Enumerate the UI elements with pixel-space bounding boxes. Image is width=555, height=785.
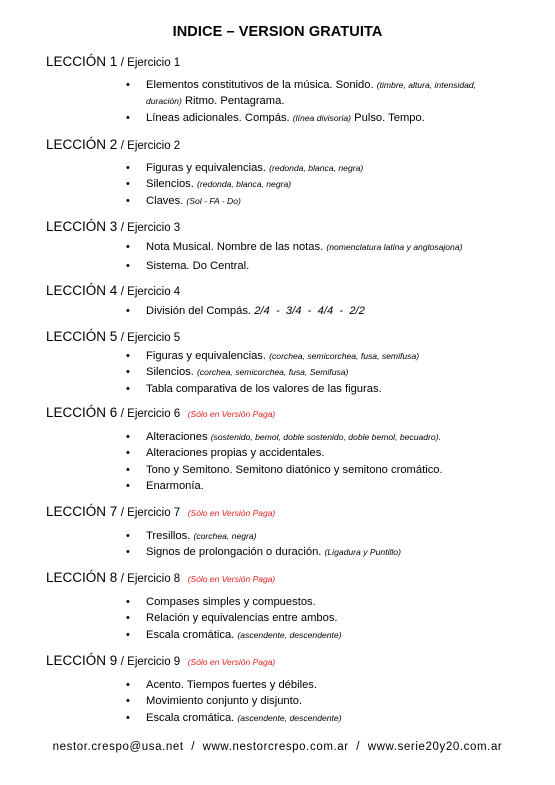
lesson-heading xyxy=(46,219,462,236)
lesson-3 xyxy=(46,219,462,276)
topic-list xyxy=(46,160,363,209)
paid-version-badge: (Sólo en Versión Paga) xyxy=(187,409,276,419)
topic-list xyxy=(46,238,462,276)
topic-note: (corchea, negra) xyxy=(193,531,257,541)
bullet-icon: • xyxy=(126,305,130,317)
topic-text: División del Compás. xyxy=(146,305,252,317)
topic-list xyxy=(46,528,401,561)
topic-list xyxy=(46,677,342,726)
paid-version-badge: (Sólo en Versión Paga) xyxy=(187,508,276,518)
lesson-6 xyxy=(46,405,443,494)
topic-note: duración) xyxy=(146,96,182,107)
topic-text: Silencios. xyxy=(146,178,194,191)
topic-text: Relación y equivalencias entre ambos. xyxy=(146,612,338,625)
bullet-icon: • xyxy=(126,679,130,691)
bullet-icon: • xyxy=(126,546,130,559)
list-item xyxy=(46,176,363,192)
topic-note: (nomenclatura latina y anglosajona) xyxy=(326,242,463,252)
topic-text: Compases simples y compuestos. xyxy=(146,596,316,608)
bullet-icon: • xyxy=(126,711,130,724)
list-item xyxy=(46,528,401,544)
bullet-icon: • xyxy=(126,596,130,608)
list-item xyxy=(46,238,462,257)
topic-note: (sostenido, bemol, doble sostenido, doble bemol, becuadro). xyxy=(210,432,441,442)
topic-text: Claves. xyxy=(146,194,184,207)
topic-text: Sistema. Do Central. xyxy=(146,260,250,272)
paid-version-badge: (Sólo en Versión Paga) xyxy=(187,657,276,667)
meter-list: 2/4 - 3/4 - 4/4 - 2/2 xyxy=(254,305,365,317)
topic-note: (redonda, blanca, negra) xyxy=(197,179,292,190)
lesson-4 xyxy=(46,283,365,321)
list-item xyxy=(46,693,342,709)
bullet-icon: • xyxy=(126,431,130,443)
bullet-icon: • xyxy=(126,382,130,395)
lesson-heading xyxy=(46,54,476,71)
topic-note: (corchea, semicorchea, fusa, Semifusa) xyxy=(197,367,349,378)
topic-text: Nota Musical. Nombre de las notas. xyxy=(146,241,324,253)
topic-note: (ascendente, descendente) xyxy=(237,712,342,723)
lesson-heading xyxy=(46,405,443,422)
topic-text: Escala cromática. xyxy=(146,711,235,724)
list-item xyxy=(46,710,342,726)
bullet-icon: • xyxy=(126,178,130,191)
lesson-name: LECCIÓN 4 xyxy=(46,283,118,298)
list-item xyxy=(46,193,363,209)
lesson-name: LECCIÓN 1 xyxy=(46,54,118,69)
topic-list xyxy=(46,302,365,321)
bullet-icon: • xyxy=(126,447,130,460)
topic-list xyxy=(46,348,419,397)
topic-text: Figuras y equivalencias. xyxy=(146,350,267,362)
topic-text: Figuras y equivalencias. xyxy=(146,162,267,174)
page-title: INDICE – VERSION GRATUITA xyxy=(172,24,383,40)
list-item xyxy=(46,348,419,364)
list-item xyxy=(46,381,419,397)
topic-note: (redonda, blanca, negra) xyxy=(269,163,364,173)
lesson-heading xyxy=(46,329,419,346)
exercise-label: / Ejercicio 6 xyxy=(120,408,181,420)
lesson-name: LECCIÓN 8 xyxy=(46,570,118,585)
topic-text: Tabla comparativa de los valores de las figuras. xyxy=(146,382,382,395)
list-item xyxy=(46,677,342,693)
topic-text: Movimiento conjunto y disjunto. xyxy=(146,695,303,708)
list-item xyxy=(46,462,443,478)
bullet-icon: • xyxy=(126,612,130,625)
topic-text: Ritmo. Pentagrama. xyxy=(184,95,285,108)
bullet-icon: • xyxy=(126,194,130,207)
topic-text: Pulso. Tempo. xyxy=(354,111,425,124)
topic-text: Alteraciones propias y accidentales. xyxy=(146,447,325,460)
topic-text: Alteraciones xyxy=(146,431,208,443)
list-item xyxy=(46,364,419,380)
topic-note: (Ligadura y Puntillo) xyxy=(324,547,401,558)
list-item xyxy=(46,627,342,643)
bullet-icon: • xyxy=(126,162,130,174)
lesson-name: LECCIÓN 3 xyxy=(46,219,118,234)
topic-text: Líneas adicionales. Compás. xyxy=(146,111,290,124)
exercise-label: / Ejercicio 2 xyxy=(120,140,181,152)
list-item xyxy=(46,160,363,176)
topic-text: Enarmonía. xyxy=(146,479,204,492)
topic-text: Escala cromática. xyxy=(146,628,235,641)
list-item xyxy=(46,302,365,321)
topic-note: (timbre, altura, intensidad, xyxy=(376,80,477,90)
exercise-label: / Ejercicio 4 xyxy=(120,286,181,298)
bullet-icon: • xyxy=(126,530,130,542)
topic-note: (Sol - FA - Do) xyxy=(186,195,241,206)
list-item xyxy=(46,445,443,461)
list-item xyxy=(46,257,462,276)
bullet-icon: • xyxy=(126,241,130,253)
paid-version-badge: (Sólo en Versión Paga) xyxy=(187,574,276,584)
exercise-label: / Ejercicio 9 xyxy=(120,656,181,668)
topic-text: Silencios. xyxy=(146,366,194,379)
lesson-heading xyxy=(46,137,363,154)
exercise-label: / Ejercicio 3 xyxy=(120,222,181,234)
exercise-label: / Ejercicio 5 xyxy=(120,332,181,344)
bullet-icon: • xyxy=(126,366,130,379)
lesson-heading xyxy=(46,570,342,587)
lesson-9 xyxy=(46,653,342,726)
lesson-heading xyxy=(46,504,401,521)
list-item xyxy=(46,429,443,445)
bullet-icon: • xyxy=(126,260,130,272)
lesson-8 xyxy=(46,570,342,643)
lesson-name: LECCIÓN 9 xyxy=(46,653,118,668)
list-item xyxy=(46,544,401,560)
topic-text: Tono y Semitono. Semitono diatónico y semitono cromático. xyxy=(146,463,443,476)
bullet-icon: • xyxy=(126,479,130,492)
lesson-2 xyxy=(46,137,363,209)
list-item xyxy=(46,478,443,494)
lesson-name: LECCIÓN 7 xyxy=(46,504,118,519)
lesson-7 xyxy=(46,504,401,561)
list-item xyxy=(46,610,342,626)
bullet-icon: • xyxy=(126,628,130,641)
lesson-heading xyxy=(46,283,365,300)
lesson-heading xyxy=(46,653,342,670)
topic-list xyxy=(46,594,342,643)
lesson-name: LECCIÓN 2 xyxy=(46,137,118,152)
exercise-label: / Ejercicio 7 xyxy=(120,507,181,519)
lesson-name: LECCIÓN 5 xyxy=(46,329,118,344)
list-item xyxy=(46,77,476,110)
bullet-icon: • xyxy=(126,79,130,91)
topic-text: Signos de prolongación o duración. xyxy=(146,546,322,559)
lesson-name: LECCIÓN 6 xyxy=(46,405,118,420)
list-item xyxy=(46,110,476,126)
topic-note: (ascendente, descendente) xyxy=(237,629,342,640)
bullet-icon: • xyxy=(126,695,130,708)
list-item xyxy=(46,594,342,610)
exercise-label: / Ejercicio 8 xyxy=(120,573,181,585)
topic-text: Acento. Tiempos fuertes y débiles. xyxy=(146,679,318,691)
exercise-label: / Ejercicio 1 xyxy=(120,57,181,69)
topic-text: Elementos constitutivos de la música. Sonido. xyxy=(146,79,374,91)
lesson-5 xyxy=(46,329,419,397)
bullet-icon: • xyxy=(126,463,130,476)
topic-note: (línea divisoria) xyxy=(292,112,352,123)
topic-note: (corchea, semicorchea, fusa, semifusa) xyxy=(269,351,420,361)
bullet-icon: • xyxy=(126,350,130,362)
topic-list xyxy=(46,77,476,126)
footer-contact: nestor.crespo@usa.net / www.nestorcrespo.com.ar / www.serie20y20.com.ar xyxy=(52,741,503,753)
lesson-1 xyxy=(46,54,476,126)
topic-text: Tresillos. xyxy=(146,530,191,542)
topic-list xyxy=(46,429,443,494)
bullet-icon: • xyxy=(126,111,130,124)
